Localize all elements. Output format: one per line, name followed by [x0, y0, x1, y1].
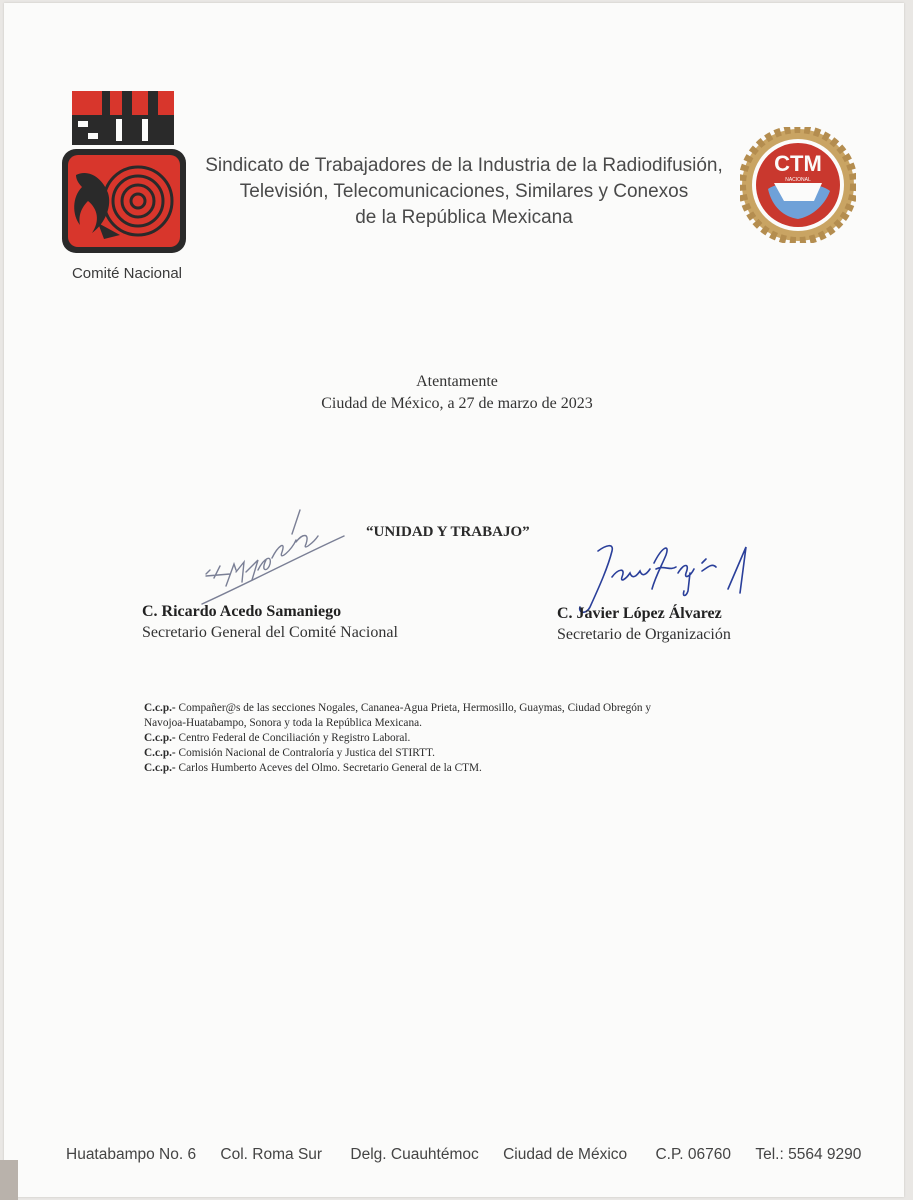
- footer-colony: Col. Roma Sur: [220, 1146, 323, 1163]
- ccp-text: Comisión Nacional de Contraloría y Justica del STIRTT.: [178, 747, 435, 759]
- footer-delegation: Delg. Cuauhtémoc: [350, 1146, 479, 1163]
- organization-name-line: de la República Mexicana: [355, 207, 573, 228]
- copy-recipient: [144, 701, 794, 716]
- place-date: Ciudad de México, a 27 de marzo de 2023: [321, 395, 593, 412]
- footer-address: [66, 1146, 866, 1164]
- signer-role: Secretario de Organización: [557, 626, 731, 643]
- footer-city: Ciudad de México: [503, 1146, 628, 1163]
- footer-phone: Tel.: 5564 9290: [755, 1146, 862, 1163]
- copy-recipients-list: [144, 701, 794, 776]
- signer-name: C. Javier López Álvarez: [557, 605, 722, 622]
- footer-street: Huatabampo No. 6: [66, 1146, 197, 1163]
- organization-name-line: Sindicato de Trabajadores de la Industria de la Radiodifusión,: [205, 155, 723, 176]
- signer-name: C. Ricardo Acedo Samaniego: [142, 603, 342, 620]
- signature-ricardo: [196, 506, 356, 606]
- ccp-prefix: C.c.p.-: [144, 747, 176, 759]
- salutation: Atentamente: [416, 373, 498, 390]
- scan-edge-mark: [0, 1160, 18, 1200]
- ccp-prefix: C.c.p.-: [144, 762, 176, 774]
- letter-page: [4, 3, 904, 1197]
- copy-recipient: [144, 761, 794, 776]
- stirt-logo-lettering: [72, 91, 174, 145]
- ctm-logo-subtext: NACIONAL: [785, 177, 811, 183]
- committee-label: Comité Nacional: [71, 265, 183, 282]
- copy-recipient: [144, 746, 794, 761]
- stirt-logo: [58, 83, 190, 255]
- ccp-text: Centro Federal de Conciliación y Registro Laboral.: [178, 732, 411, 744]
- ctm-logo: [740, 127, 856, 243]
- copy-recipient: [144, 731, 794, 746]
- signer-role: Secretario General del Comité Nacional: [142, 624, 398, 641]
- organization-name: [194, 153, 734, 231]
- footer-postal-code: C.P. 06760: [655, 1146, 732, 1163]
- copy-recipient-continuation: Navojoa-Huatabampo, Sonora y toda la República Mexicana.: [144, 717, 422, 729]
- closing-block: [254, 371, 660, 415]
- ccp-prefix: C.c.p.-: [144, 702, 176, 714]
- organization-name-line: Televisión, Telecomunicaciones, Similares y Conexos: [239, 181, 689, 202]
- ccp-text: Carlos Humberto Aceves del Olmo. Secretario General de la CTM.: [178, 762, 482, 774]
- ccp-prefix: C.c.p.-: [144, 732, 176, 744]
- signer-block-1: [142, 601, 398, 643]
- ccp-text: Compañer@s de las secciones Nogales, Cananea-Agua Prieta, Hermosillo, Guaymas, Ciudad Obregón y: [178, 702, 652, 714]
- ctm-logo-text: CTM: [774, 151, 822, 176]
- signer-block-2: [557, 603, 731, 645]
- motto: “UNIDAD Y TRABAJO”: [366, 524, 530, 540]
